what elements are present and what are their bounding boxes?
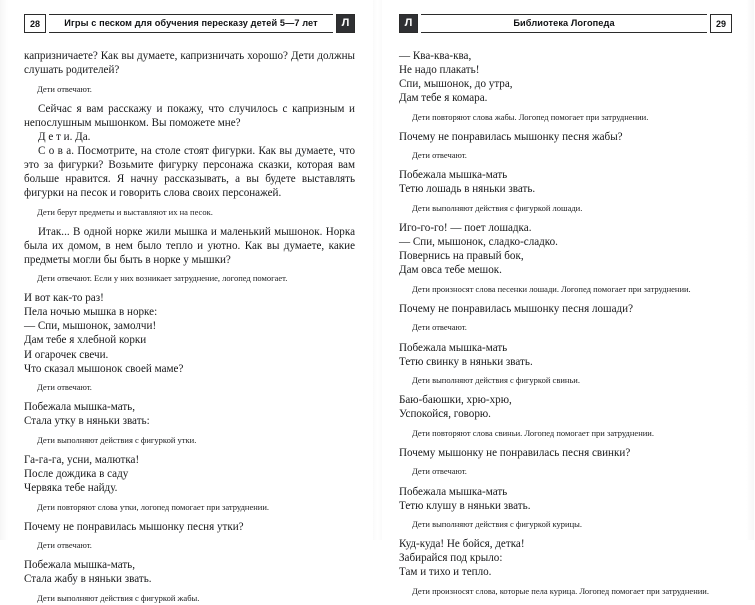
running-title-rule-left (49, 14, 333, 33)
stage-direction: Дети отвечают. (37, 382, 92, 393)
page-body-left (24, 49, 355, 605)
page-right (377, 0, 754, 596)
verse-line: И огарочек свечи. (24, 348, 109, 361)
stage-direction: Дети отвечают. (412, 150, 467, 161)
verse-line: — Спи, мышонок, замолчи! (24, 320, 157, 333)
stage-direction: Дети повторяют слова утки, логопед помогает при затруднении. (37, 501, 269, 512)
verse-block (399, 341, 732, 369)
verse-line: Дам овса тебе мешок. (399, 264, 502, 277)
verse-line: Стала утку в няньки звать: (24, 415, 150, 428)
page-number-right: 29 (710, 14, 732, 33)
verse-line: Побежала мышка-мать (399, 341, 508, 354)
page-number-left: 28 (24, 14, 46, 33)
verse-line: Тетю свинку в няньки звать. (399, 355, 533, 368)
verse-line: Иго-го-го! — поет лошадка. (399, 222, 532, 235)
verse-line: Побежала мышка-мать, (24, 401, 136, 414)
verse-line: Га-га-га, усни, малютка! (24, 453, 140, 466)
verse-line: Баю-баюшки, хрю-хрю, (399, 394, 512, 407)
page-edge-shadow-left (0, 0, 8, 540)
publisher-logo-icon-right: Л (399, 14, 418, 33)
running-title-left: Игры с песком для обучения пересказу детей 5—7 лет (64, 17, 318, 28)
stage-direction: Дети отвечают. (37, 540, 92, 551)
question-line: Почему мышонку не понравилась песня свинки? (399, 446, 631, 459)
verse-line: Повернись на правый бок, (399, 250, 524, 263)
verse-line: Червяка тебе найду. (24, 482, 118, 494)
running-head-right (399, 14, 732, 33)
verse-block (399, 537, 732, 579)
stage-direction: Дети выполняют действия с фигуркой курицы. (412, 519, 582, 530)
verse-line: Забирайся под крыло: (399, 552, 503, 565)
verse-line: Дам тебе я комара. (399, 92, 488, 105)
verse-line: Куд-куда! Не бойся, детка! (399, 538, 525, 551)
body-paragraph: Сейчас я вам расскажу и покажу, что случилось с капризным и непослушным мышонком. Вы поможете мне? (24, 102, 355, 129)
verse-line: Тетю клушу в няньки звать. (399, 499, 531, 512)
verse-line: Пела ночью мышка в норке: (24, 306, 158, 319)
stage-direction: Дети произносят слова песенки лошади. Логопед помогает при затруднении. (412, 283, 691, 294)
body-paragraph: капризничаете? Как вы думаете, капризничать хорошо? Дети должны слушать родителей? (24, 50, 355, 77)
body-paragraph: Итак... В одной норке жили мышка и маленький мышонок. Норка была их домом, в нем было тепло и уютно. Как вы думаете, какие предметы могли бы быть в норке у мышки? (24, 225, 355, 266)
running-title-right: Библиотека Логопеда (513, 17, 615, 28)
running-head-left (24, 14, 355, 33)
stage-direction: Дети выполняют действия с фигуркой утки. (37, 434, 197, 445)
stage-direction: Дети отвечают. (412, 322, 467, 333)
verse-line: После дождика в саду (24, 467, 129, 480)
verse-block (24, 453, 355, 495)
verse-block (399, 168, 732, 196)
body-paragraph: С о в а. Посмотрите, на столе стоят фигурки. Как вы думаете, что это за фигурки? Возьмите фигурку персонажа сказки, которая вам больше нравится. Я начну рассказывать, а вы будете выставлять фигурки на песок и говорить слова своих персонажей. (24, 144, 355, 199)
verse-block (24, 558, 355, 586)
question-line: Почему не понравилась мышонку песня жабы? (399, 130, 623, 143)
stage-direction: Дети произносят слова, которые пела курица. Логопед помогает при затруднении. (412, 585, 709, 596)
stage-direction: Дети повторяют слова жабы. Логопед помогает при затруднении. (412, 111, 649, 122)
verse-line: Спи, мышонок, до утра, (399, 78, 513, 91)
page-body-right (399, 49, 732, 598)
verse-line: Дам тебе я хлебной корки (24, 334, 147, 347)
stage-direction: Дети отвечают. (37, 83, 92, 94)
stage-direction: Дети выполняют действия с фигуркой свиньи. (412, 375, 580, 386)
question-line: Почему не понравилась мышонку песня лошади? (399, 302, 634, 315)
verse-block (399, 49, 732, 105)
page-left (0, 0, 377, 603)
question-line: Почему не понравилась мышонку песня утки? (24, 520, 244, 533)
stage-direction: Дети отвечают. (412, 466, 467, 477)
verse-line: Не надо плакать! (399, 64, 480, 77)
body-paragraph: Д е т и. Да. (38, 130, 91, 143)
stage-direction: Дети выполняют действия с фигуркой лошади. (412, 203, 583, 214)
stage-direction: Дети повторяют слова свиньи. Логопед помогает при затруднении. (412, 427, 654, 438)
stage-direction: Дети выполняют действия с фигуркой жабы. (37, 592, 200, 603)
verse-block (399, 485, 732, 513)
verse-block (399, 393, 732, 421)
verse-block (24, 291, 355, 375)
verse-line: — Ква-ква-ква, (399, 50, 472, 62)
verse-line: Стала жабу в няньки звать. (24, 573, 152, 586)
verse-line: Побежала мышка-мать (399, 485, 508, 498)
verse-block (24, 400, 355, 428)
publisher-logo-icon-left: Л (336, 14, 355, 33)
verse-line: Там и тихо и тепло. (399, 566, 492, 579)
verse-line: — Спи, мышонок, сладко-сладко. (399, 236, 558, 249)
stage-direction: Дети берут предметы и выставляют их на песок. (37, 206, 213, 217)
stage-direction: Дети отвечают. Если у них возникает затруднение, логопед помогает. (37, 273, 288, 284)
verse-line: Что сказал мышонок своей маме? (24, 362, 184, 375)
verse-line: Побежала мышка-мать (399, 169, 508, 182)
verse-block (399, 221, 732, 277)
verse-line: Успокойся, говорю. (399, 408, 491, 421)
verse-line: И вот как-то раз! (24, 292, 104, 305)
verse-line: Тетю лошадь в няньки звать. (399, 183, 536, 196)
verse-line: Побежала мышка-мать, (24, 559, 136, 572)
running-title-rule-right (421, 14, 707, 33)
page-edge-shadow-right (746, 0, 754, 540)
